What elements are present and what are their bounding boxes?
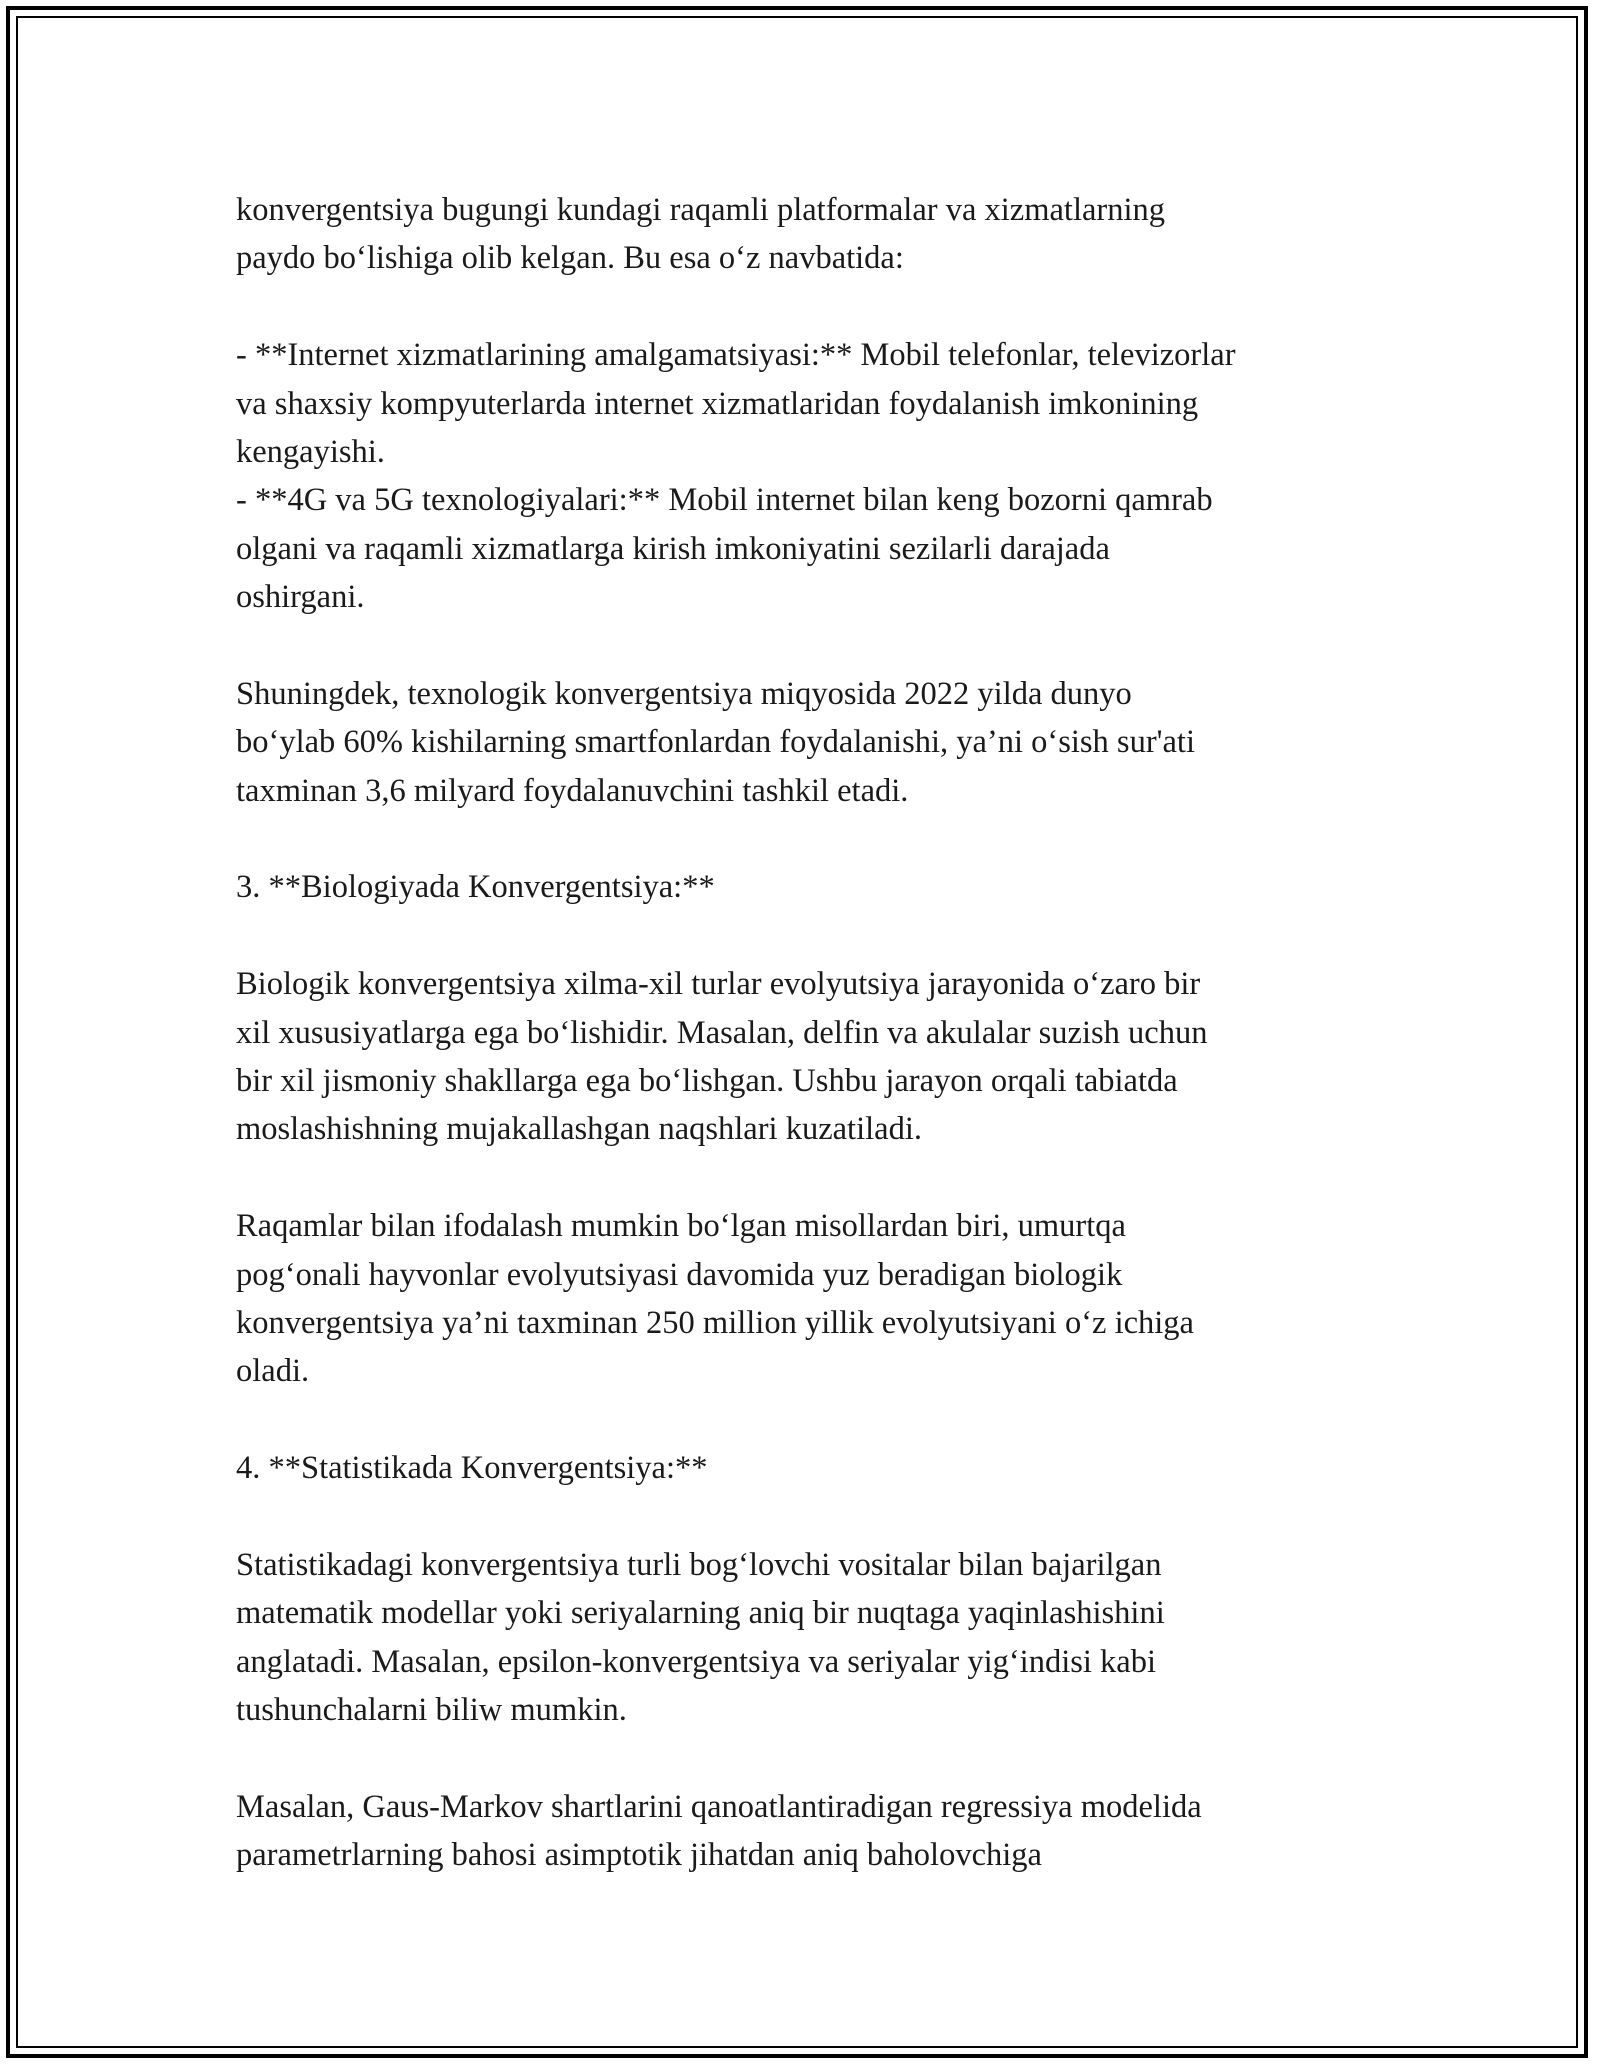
text-line: Statistikadagi konvergentsiya turli bog‘lovchi vositalar bilan bajarilgan [236,1546,1162,1583]
text-line: Masalan, Gaus-Markov shartlarini qanoatlantiradigan regressiya modelida [236,1788,1202,1825]
text-line: pog‘onali hayvonlar evolyutsiyasi davomida yuz beradigan biologik [236,1256,1123,1293]
text-line: moslashishning mujakallashgan naqshlari kuzatiladi. [236,1111,922,1148]
text-line: oladi. [236,1353,310,1390]
text-line: tushunchalarni biliw mumkin. [236,1692,627,1729]
text-line: bo‘ylab 60% kishilarning smartfonlardan foydalanishi, ya’ni o‘sish sur'ati [236,724,1195,761]
text-line: Biologik konvergentsiya xilma-xil turlar evolyutsiya jarayonida o‘zaro bir [236,966,1201,1003]
text-line: Shuningdek, texnologik konvergentsiya miqyosida 2022 yilda dunyo [236,675,1132,712]
text-line: paydo bo‘lishiga olib kelgan. Bu esa o‘z navbatida: [236,240,904,277]
section-heading: 3. **Biologiyada Konvergentsiya:** [236,869,715,906]
text-line: olgani va raqamli xizmatlarga kirish imkoniyatini sezilarli darajada [236,530,1110,567]
text-line: parametrlarning bahosi asimptotik jihatdan aniq baholovchiga [236,1837,1042,1874]
text-line: - **4G va 5G texnologiyalari:** Mobil internet bilan keng bozorni qamrab [236,482,1213,519]
text-line: - **Internet xizmatlarining amalgamatsiyasi:** Mobil telefonlar, televizorlar [236,337,1236,374]
text-line: oshirgani. [236,579,365,616]
blank-line [236,912,1396,960]
text-line: kengayishi. [236,433,385,470]
document-body [236,186,1396,1880]
blank-line [236,283,1396,331]
blank-line [236,1493,1396,1541]
text-line: va shaxsiy kompyuterlarda internet xizmatlaridan foydalanish imkonining [236,385,1199,422]
section-heading: 4. **Statistikada Konvergentsiya:** [236,1450,708,1487]
text-line: bir xil jismoniy shakllarga ega bo‘lishgan. Ushbu jarayon orqali tabiatda [236,1063,1178,1100]
blank-line [236,622,1396,670]
text-line: konvergentsiya bugungi kundagi raqamli platformalar va xizmatlarning [236,192,1165,228]
text-line: anglatadi. Masalan, epsilon-konvergentsiya va seriyalar yig‘indisi kabi [236,1643,1156,1680]
text-line: konvergentsiya ya’ni taxminan 250 million yillik evolyutsiyani o‘z ichiga [236,1304,1194,1341]
text-line: Raqamlar bilan ifodalash mumkin bo‘lgan misollardan biri, umurtqa [236,1208,1126,1245]
blank-line [236,1735,1396,1783]
blank-line [236,1396,1396,1444]
text-line: taxminan 3,6 milyard foydalanuvchini tashkil etadi. [236,772,909,809]
text-line: matematik modellar yoki seriyalarning aniq bir nuqtaga yaqinlashishini [236,1595,1165,1632]
blank-line [236,815,1396,863]
text-line: xil xususiyatlarga ega bo‘lishidir. Masalan, delfin va akulalar suzish uchun [236,1014,1208,1051]
blank-line [236,1154,1396,1202]
